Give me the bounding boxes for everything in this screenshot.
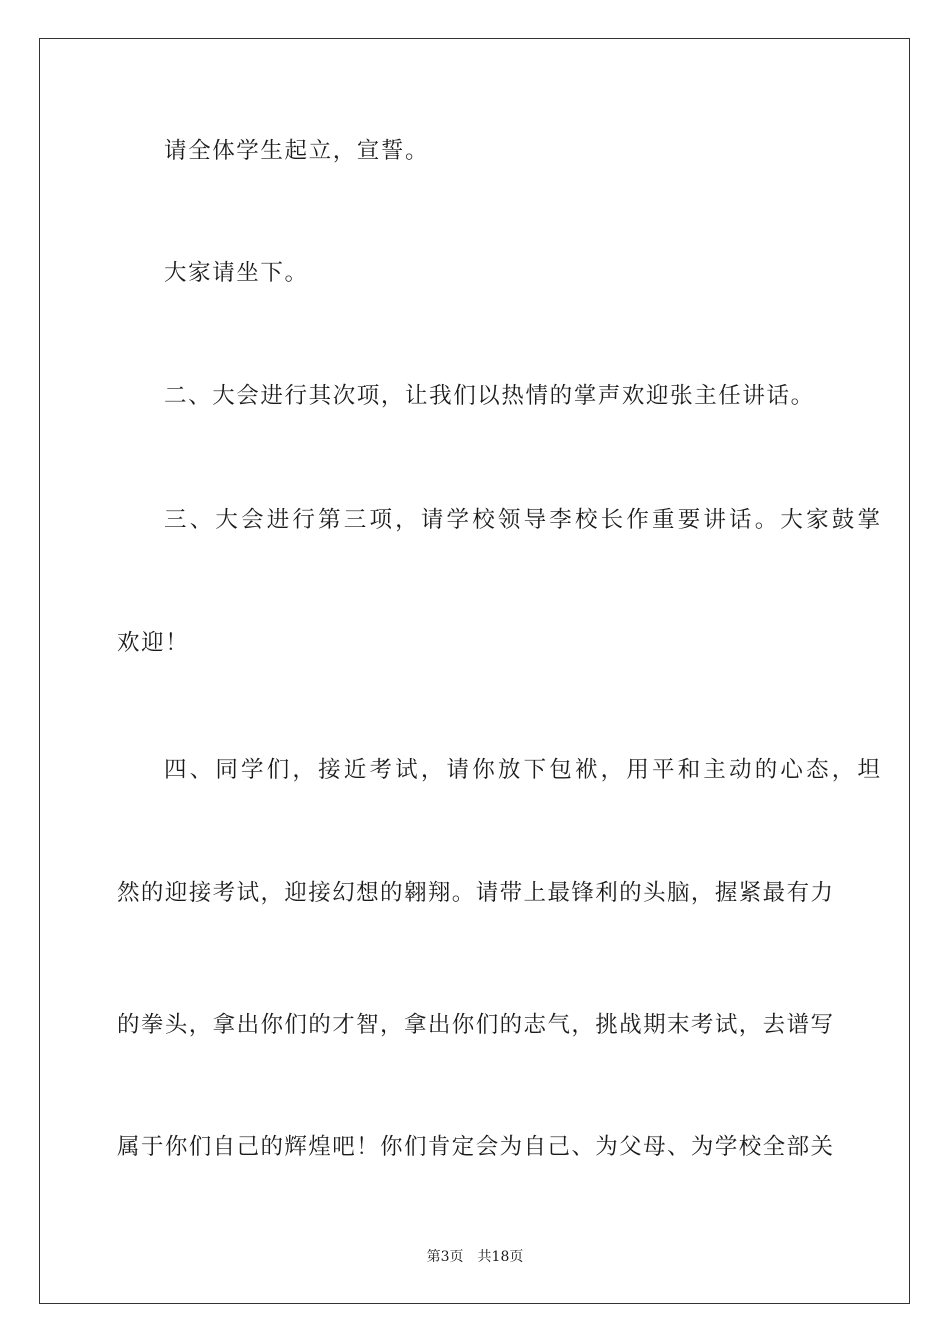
total-pages: 共18页 xyxy=(477,1249,524,1265)
paragraph-line: 请全体学生起立，宣誓。 xyxy=(164,138,430,164)
paragraph-line: 欢迎！ xyxy=(117,630,190,656)
paragraph-line: 的拳头，拿出你们的才智，拿出你们的志气，挑战期末考试，去谱写 xyxy=(117,1012,833,1038)
page-footer xyxy=(0,1247,950,1267)
paragraph-line: 三、大会进行第三项，请学校领导李校长作重要讲话。大家鼓掌 xyxy=(164,507,880,533)
paragraph-line: 然的迎接考试，迎接幻想的翱翔。请带上最锋利的头脑，握紧最有力 xyxy=(117,880,833,906)
paragraph-line: 二、大会进行其次项，让我们以热情的掌声欢迎张主任讲话。 xyxy=(164,383,815,409)
page-border xyxy=(39,38,910,1304)
paragraph-line: 四、同学们，接近考试，请你放下包袱，用平和主动的心态，坦 xyxy=(164,757,880,783)
page-number: 第3页 xyxy=(426,1249,464,1265)
paragraph-line: 属于你们自己的辉煌吧！你们肯定会为自己、为父母、为学校全部关 xyxy=(117,1134,833,1160)
paragraph-line: 大家请坐下。 xyxy=(164,260,309,286)
